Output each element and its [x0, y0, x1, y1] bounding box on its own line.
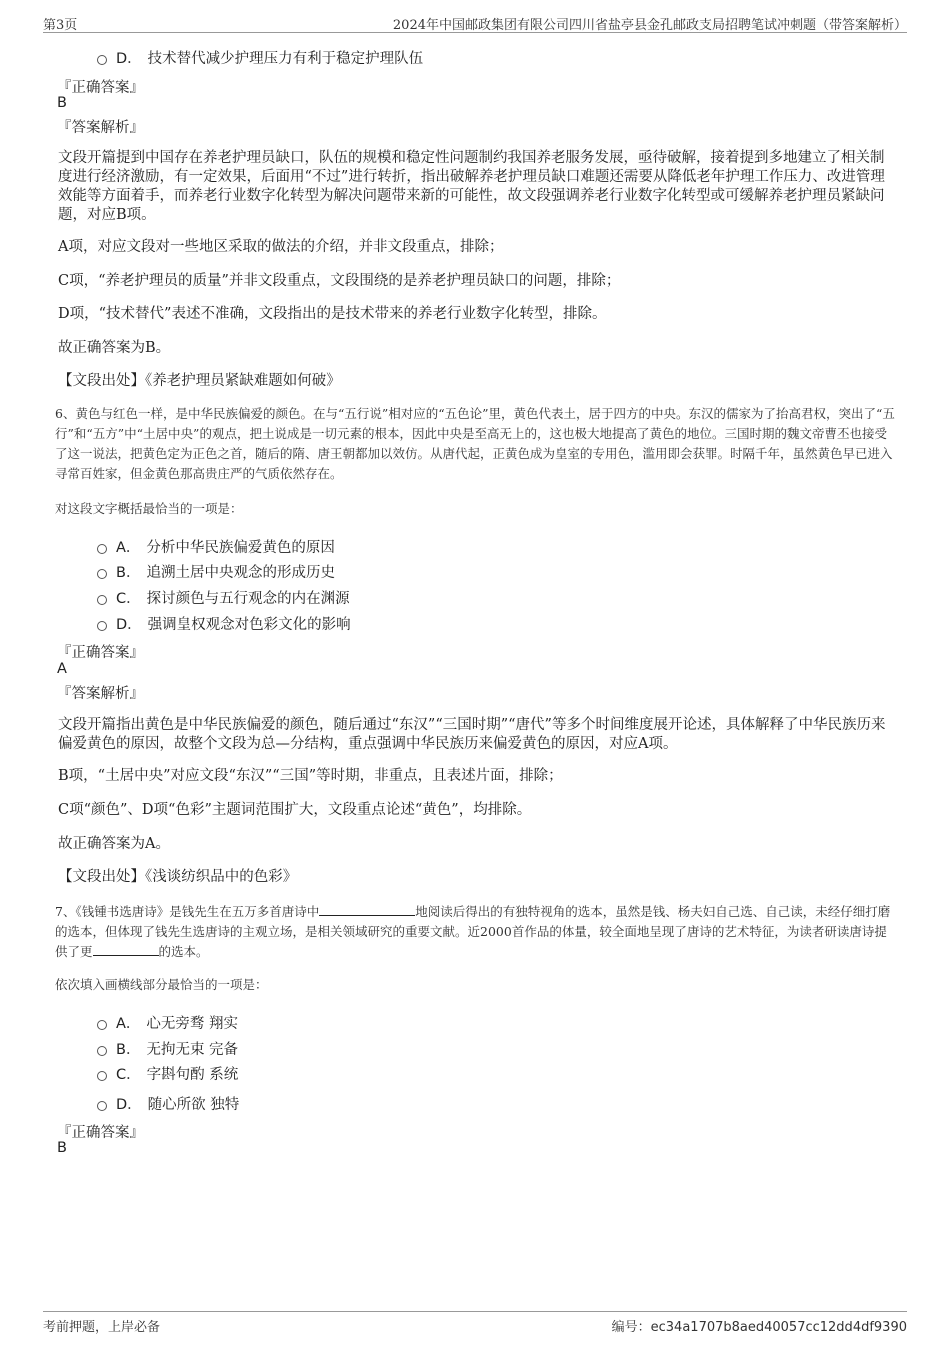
q5-analysis-a: A项，对应文段对一些地区采取的做法的介绍，并非文段重点，排除； [58, 239, 504, 255]
q7-answer-label: 『正确答案』 [57, 1125, 144, 1141]
q7-option-b[interactable]: B． 无拘无束 完备 [97, 1038, 238, 1059]
q6-analysis-main: 文段开篇指出黄色是中华民族偏爱的颜色，随后通过“东汉”“三国时期”“唐代”等多个时间维度展开论述，具体解释了中华民族历来偏爱黄色的原因，故整个文段为总—分结构，重点强调中华民族历来偏爱黄色的原因，对应A项。 [58, 717, 886, 752]
radio-icon[interactable] [97, 595, 107, 605]
q6-answer: A [57, 661, 67, 677]
q7-answer: B [57, 1140, 67, 1156]
q7-option-c[interactable]: C． 字斟句酌 系统 [97, 1063, 238, 1084]
radio-icon[interactable] [97, 1101, 107, 1111]
q5-source: 【文段出处】《养老护理员紧缺难题如何破》 [58, 373, 341, 389]
q6-option-c[interactable]: C． 探讨颜色与五行观念的内在渊源 [97, 587, 350, 608]
q7-question: 依次填入画横线部分最恰当的一项是： [55, 977, 268, 992]
radio-icon[interactable] [97, 1046, 107, 1056]
q5-analysis-c: C项，“养老护理员的质量”并非文段重点，文段围绕的是养老护理员缺口的问题，排除； [58, 273, 621, 289]
q5-answer-label: 『正确答案』 [57, 80, 144, 96]
fill-blank-2[interactable] [93, 943, 159, 956]
q7-option-a[interactable]: A． 心无旁骛 翔实 [97, 1012, 238, 1033]
fill-blank-1[interactable] [319, 903, 415, 916]
q5-answer: B [57, 95, 67, 111]
radio-icon[interactable] [97, 1020, 107, 1030]
q7-stem: 7、《钱锺书选唐诗》是钱先生在五万多首唐诗中 地阅读后得出的有独特视角的选本，虽然是钱、杨夫妇自己选、自己读，未经仔细打磨的选本，但体现了钱先生选唐诗的主观立场，是相关领域研究的重要文献。近2000首作品的体量，较全面地呈现了唐诗的艺术特征，为读者研读唐诗提供了更 的选本。 [55, 904, 891, 959]
q6-analysis-b: B项，“土居中央”对应文段“东汉”“三国”等时期，非重点，且表述片面，排除； [58, 768, 563, 784]
q5-analysis-d: D项，“技术替代”表述不准确，文段指出的是技术带来的养老行业数字化转型，排除。 [58, 306, 607, 322]
radio-icon[interactable] [97, 55, 107, 65]
page-header [43, 12, 907, 33]
q6-question: 对这段文字概括最恰当的一项是： [55, 501, 243, 516]
radio-icon[interactable] [97, 544, 107, 554]
q5-analysis-label: 『答案解析』 [57, 120, 144, 136]
radio-icon[interactable] [97, 621, 107, 631]
q6-option-a[interactable]: A． 分析中华民族偏爱黄色的原因 [97, 536, 335, 557]
q6-analysis-label: 『答案解析』 [57, 686, 144, 702]
page-footer [43, 1311, 907, 1336]
q6-option-b[interactable]: B． 追溯土居中央观念的形成历史 [97, 561, 335, 582]
footer-slogan: 考前押题，上岸必备 [43, 1320, 161, 1335]
document-title: 2024年中国邮政集团有限公司四川省盐亭县金孔邮政支局招聘笔试冲刺题（带答案解析） [392, 18, 907, 33]
page-number: 第3页 [43, 18, 78, 33]
document-code: 编号：ec34a1707b8aed40057cc12dd4df9390 [611, 1320, 907, 1335]
q5-option-d[interactable]: D． 技术替代减少护理压力有利于稳定护理队伍 [97, 47, 423, 68]
q7-option-d[interactable]: D． 随心所欲 独特 [97, 1093, 239, 1114]
q5-analysis-main: 文段开篇提到中国存在养老护理员缺口，队伍的规模和稳定性问题制约我国养老服务发展，亟待破解，接着提到多地建立了相关制度进行经济激励，有一定效果，后面用“不过”进行转折，指出破解养老护理员缺口难题还需要从降低老年护理工作压力、改进管理效能等方面着手，而养老行业数字化转型为解决问题带来新的可能性，故文段强调养老行业数字化转型或可缓解养老护理员紧缺问题，对应B项。 [58, 150, 885, 223]
q5-conclusion: 故正确答案为B。 [58, 340, 171, 356]
radio-icon[interactable] [97, 569, 107, 579]
q6-option-d[interactable]: D． 强调皇权观念对色彩文化的影响 [97, 613, 351, 634]
radio-icon[interactable] [97, 1071, 107, 1081]
q6-analysis-cd: C项“颜色”、D项“色彩”主题词范围扩大，文段重点论述“黄色”，均排除。 [58, 802, 532, 818]
q6-conclusion: 故正确答案为A。 [58, 836, 170, 852]
q6-stem: 6、黄色与红色一样，是中华民族偏爱的颜色。在与“五行说”相对应的“五色论”里，黄色代表土，居于四方的中央。东汉的儒家为了抬高君权，突出了“五行”和“五方”中“土居中央”的观点，把土说成是一切元素的根本，因此中央是至高无上的，这也极大地提高了黄色的地位。三国时期的魏文帝曹丕也接受了这一说法，把黄色定为正色之首，随后的隋、唐王朝都加以效仿。从唐代起，正黄色成为皇室的专用色，滥用即会获罪。时隔千年，虽然黄色早已进入寻常百姓家，但金黄色那高贵庄严的气质依然存在。 [55, 406, 895, 481]
q6-answer-label: 『正确答案』 [57, 645, 144, 661]
q6-source: 【文段出处】《浅谈纺织品中的色彩》 [58, 869, 298, 885]
